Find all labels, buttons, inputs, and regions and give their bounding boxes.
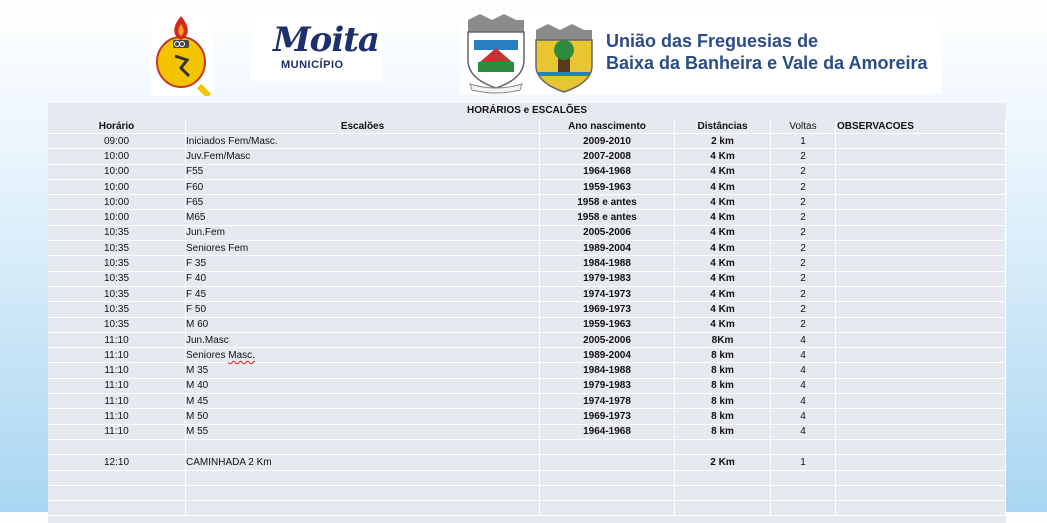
cell-ano: 2005-2006 — [540, 332, 675, 347]
cell-horario: 11:10 — [48, 409, 186, 424]
cell-horario: 10:35 — [48, 317, 186, 332]
moita-subtitle: MUNICÍPIO — [281, 59, 344, 71]
cell-escalao: M 50 — [186, 409, 540, 424]
header-escaloes: Escalões — [186, 119, 540, 134]
cell-distancia: 4 Km — [675, 256, 771, 271]
uniao-freguesias-logo — [460, 10, 941, 94]
cell-distancia: 8 km — [675, 363, 771, 378]
cell-ano: 1979-1983 — [540, 378, 675, 393]
table-row — [48, 317, 1006, 332]
cell-horario: 11:10 — [48, 348, 186, 363]
cell-voltas: 4 — [771, 424, 836, 439]
table-row — [48, 501, 1006, 516]
cell-escalao: CAMINHADA 2 Km — [186, 455, 540, 470]
cell-distancia: 4 Km — [675, 271, 771, 286]
cell-escalao — [186, 470, 540, 485]
cell-horario: 12:10 — [48, 455, 186, 470]
header-voltas: Voltas — [771, 119, 836, 134]
table-row — [48, 195, 1006, 210]
cell-ano: 1964-1968 — [540, 164, 675, 179]
cell-escalao: F 40 — [186, 271, 540, 286]
cell-escalao: M 55 — [186, 424, 540, 439]
cell-escalao: M 40 — [186, 378, 540, 393]
cell-voltas: 2 — [771, 210, 836, 225]
table-row — [48, 470, 1006, 485]
cell-horario — [48, 485, 186, 500]
table-row — [48, 424, 1006, 439]
uniao-line-1: União das Freguesias de — [606, 31, 819, 51]
cell-ano: 1969-1973 — [540, 302, 675, 317]
cell-escalao: Juv.Fem/Masc — [186, 149, 540, 164]
cell-distancia — [675, 485, 771, 500]
cell-observacoes — [836, 455, 1006, 470]
cell-observacoes — [836, 317, 1006, 332]
cell-voltas — [771, 485, 836, 500]
cell-distancia: 4 Km — [675, 195, 771, 210]
cell-ano: 1964-1968 — [540, 424, 675, 439]
cell-voltas: 4 — [771, 363, 836, 378]
cell-distancia: 8 km — [675, 424, 771, 439]
cell-escalao: M 45 — [186, 394, 540, 409]
cell-ano — [540, 501, 675, 516]
cell-ano: 1969-1973 — [540, 409, 675, 424]
cell-ano: 1989-2004 — [540, 348, 675, 363]
cell-ano: 2005-2006 — [540, 225, 675, 240]
cell-voltas: 4 — [771, 409, 836, 424]
cell-horario: 11:10 — [48, 394, 186, 409]
cell-voltas: 2 — [771, 256, 836, 271]
cell-voltas — [771, 470, 836, 485]
cell-horario: 10:35 — [48, 286, 186, 301]
cell-horario: 11:10 — [48, 378, 186, 393]
table-row — [48, 210, 1006, 225]
cell-escalao: Iniciados Fem/Masc. — [186, 134, 540, 149]
cell-ano: 1958 e antes — [540, 195, 675, 210]
table-row — [48, 485, 1006, 500]
cell-voltas: 2 — [771, 271, 836, 286]
cell-escalao: Jun.Fem — [186, 225, 540, 240]
cell-distancia: 8 km — [675, 394, 771, 409]
cell-horario — [48, 439, 186, 454]
cell-observacoes — [836, 501, 1006, 516]
cell-distancia: 8 km — [675, 409, 771, 424]
cell-distancia: 4 Km — [675, 286, 771, 301]
cell-voltas: 1 — [771, 134, 836, 149]
cell-ano — [540, 485, 675, 500]
table-row — [48, 256, 1006, 271]
header-row — [48, 119, 1006, 134]
cell-distancia: 2 Km — [675, 455, 771, 470]
cell-observacoes — [836, 195, 1006, 210]
cell-observacoes — [836, 241, 1006, 256]
coat-of-arms-icon — [460, 10, 600, 94]
cell-horario: 10:00 — [48, 164, 186, 179]
cell-observacoes — [836, 485, 1006, 500]
table-row — [48, 149, 1006, 164]
cell-escalao: F 45 — [186, 286, 540, 301]
table-row — [48, 394, 1006, 409]
cell-observacoes — [836, 164, 1006, 179]
moita-logo — [251, 10, 382, 81]
table-row — [48, 286, 1006, 301]
cell-observacoes — [836, 348, 1006, 363]
cell-voltas: 2 — [771, 164, 836, 179]
schedule-table — [48, 103, 1006, 523]
cell-voltas: 4 — [771, 394, 836, 409]
cell-observacoes — [836, 332, 1006, 347]
cell-escalao: F60 — [186, 179, 540, 194]
cell-observacoes — [836, 210, 1006, 225]
table-row — [48, 439, 1006, 454]
cell-horario: 10:35 — [48, 225, 186, 240]
cell-escalao — [186, 439, 540, 454]
cell-voltas: 2 — [771, 286, 836, 301]
table-row — [48, 378, 1006, 393]
cell-ano: 1959-1963 — [540, 179, 675, 194]
cell-escalao: F65 — [186, 195, 540, 210]
cell-voltas: 4 — [771, 348, 836, 363]
table-row — [48, 409, 1006, 424]
cell-observacoes — [836, 225, 1006, 240]
cell-horario: 09:00 — [48, 134, 186, 149]
cell-observacoes — [836, 271, 1006, 286]
club-logo — [151, 10, 214, 96]
cell-distancia: 4 Km — [675, 164, 771, 179]
cell-ano: 1958 e antes — [540, 210, 675, 225]
cell-distancia: 4 Km — [675, 149, 771, 164]
cell-escalao: M65 — [186, 210, 540, 225]
cell-ano — [540, 470, 675, 485]
cell-voltas: 2 — [771, 225, 836, 240]
header-ano: Ano nascimento — [540, 119, 675, 134]
table-row — [48, 302, 1006, 317]
cell-horario: 11:10 — [48, 363, 186, 378]
cell-horario: 10:35 — [48, 241, 186, 256]
table-row — [48, 363, 1006, 378]
cell-escalao: M 35 — [186, 363, 540, 378]
cell-voltas: 4 — [771, 332, 836, 347]
cell-voltas: 2 — [771, 241, 836, 256]
cell-voltas: 2 — [771, 149, 836, 164]
cell-ano: 2009-2010 — [540, 134, 675, 149]
cell-horario: 11:10 — [48, 424, 186, 439]
cell-ano: 1959-1963 — [540, 317, 675, 332]
cell-observacoes — [836, 363, 1006, 378]
table-row — [48, 134, 1006, 149]
cell-observacoes — [836, 179, 1006, 194]
cell-voltas — [771, 501, 836, 516]
cell-escalao: F55 — [186, 164, 540, 179]
cell-escalao: F 35 — [186, 256, 540, 271]
uniao-line-2: Baixa da Banheira e Vale da Amoreira — [606, 53, 928, 73]
header-observacoes: OBSERVACOES — [836, 119, 1006, 134]
cell-voltas: 4 — [771, 378, 836, 393]
cell-voltas: 2 — [771, 195, 836, 210]
cell-voltas — [771, 439, 836, 454]
cell-escalao: M 60 — [186, 317, 540, 332]
table-row — [48, 179, 1006, 194]
cell-distancia — [675, 470, 771, 485]
cell-horario — [48, 501, 186, 516]
cell-ano: 1974-1973 — [540, 286, 675, 301]
cell-distancia: 4 Km — [675, 179, 771, 194]
table-row — [48, 332, 1006, 347]
cell-horario: 10:00 — [48, 149, 186, 164]
header-distancias: Distâncias — [675, 119, 771, 134]
cell-escalao: Seniores Fem — [186, 241, 540, 256]
moita-wordmark: Moita — [273, 20, 379, 60]
cell-observacoes — [836, 302, 1006, 317]
cell-voltas: 2 — [771, 302, 836, 317]
cell-observacoes — [836, 394, 1006, 409]
table-row — [48, 271, 1006, 286]
table-row — [48, 225, 1006, 240]
torch-emblem-icon — [151, 10, 214, 96]
table-title: HORÁRIOS e ESCALÕES — [466, 105, 588, 116]
schedule-grid — [48, 119, 1006, 516]
cell-escalao: Jun.Masc — [186, 332, 540, 347]
table-row — [48, 241, 1006, 256]
cell-ano — [540, 439, 675, 454]
cell-observacoes — [836, 424, 1006, 439]
cell-horario: 10:00 — [48, 179, 186, 194]
table-row — [48, 455, 1006, 470]
cell-escalao — [186, 485, 540, 500]
cell-horario: 11:10 — [48, 332, 186, 347]
cell-voltas: 2 — [771, 179, 836, 194]
cell-ano: 1984-1988 — [540, 256, 675, 271]
cell-distancia: 8Km — [675, 332, 771, 347]
cell-observacoes — [836, 149, 1006, 164]
cell-horario — [48, 470, 186, 485]
cell-observacoes — [836, 439, 1006, 454]
cell-horario: 10:35 — [48, 271, 186, 286]
cell-escalao: F 50 — [186, 302, 540, 317]
cell-horario: 10:35 — [48, 256, 186, 271]
cell-horario: 10:00 — [48, 210, 186, 225]
cell-ano: 1974-1978 — [540, 394, 675, 409]
cell-distancia — [675, 439, 771, 454]
table-row — [48, 348, 1006, 363]
cell-ano: 2007-2008 — [540, 149, 675, 164]
cell-ano — [540, 455, 675, 470]
cell-voltas: 2 — [771, 317, 836, 332]
cell-distancia: 8 km — [675, 378, 771, 393]
cell-distancia — [675, 501, 771, 516]
cell-horario: 10:35 — [48, 302, 186, 317]
cell-distancia: 4 Km — [675, 210, 771, 225]
cell-distancia: 4 Km — [675, 241, 771, 256]
cell-ano: 1979-1983 — [540, 271, 675, 286]
cell-observacoes — [836, 286, 1006, 301]
cell-voltas: 1 — [771, 455, 836, 470]
cell-escalao — [186, 501, 540, 516]
cell-distancia: 4 Km — [675, 317, 771, 332]
cell-observacoes — [836, 378, 1006, 393]
cell-escalao: Seniores Masc. — [186, 348, 540, 363]
cell-distancia: 4 Km — [675, 225, 771, 240]
cell-observacoes — [836, 134, 1006, 149]
uniao-name — [606, 30, 928, 74]
cell-distancia: 4 Km — [675, 302, 771, 317]
spellcheck-underline: Masc. — [228, 349, 255, 361]
header-horario: Horário — [48, 119, 186, 134]
cell-distancia: 8 km — [675, 348, 771, 363]
table-row — [48, 164, 1006, 179]
cell-ano: 1984-1988 — [540, 363, 675, 378]
cell-observacoes — [836, 409, 1006, 424]
cell-observacoes — [836, 470, 1006, 485]
cell-distancia: 2 km — [675, 134, 771, 149]
cell-horario: 10:00 — [48, 195, 186, 210]
cell-observacoes — [836, 256, 1006, 271]
cell-ano: 1989-2004 — [540, 241, 675, 256]
